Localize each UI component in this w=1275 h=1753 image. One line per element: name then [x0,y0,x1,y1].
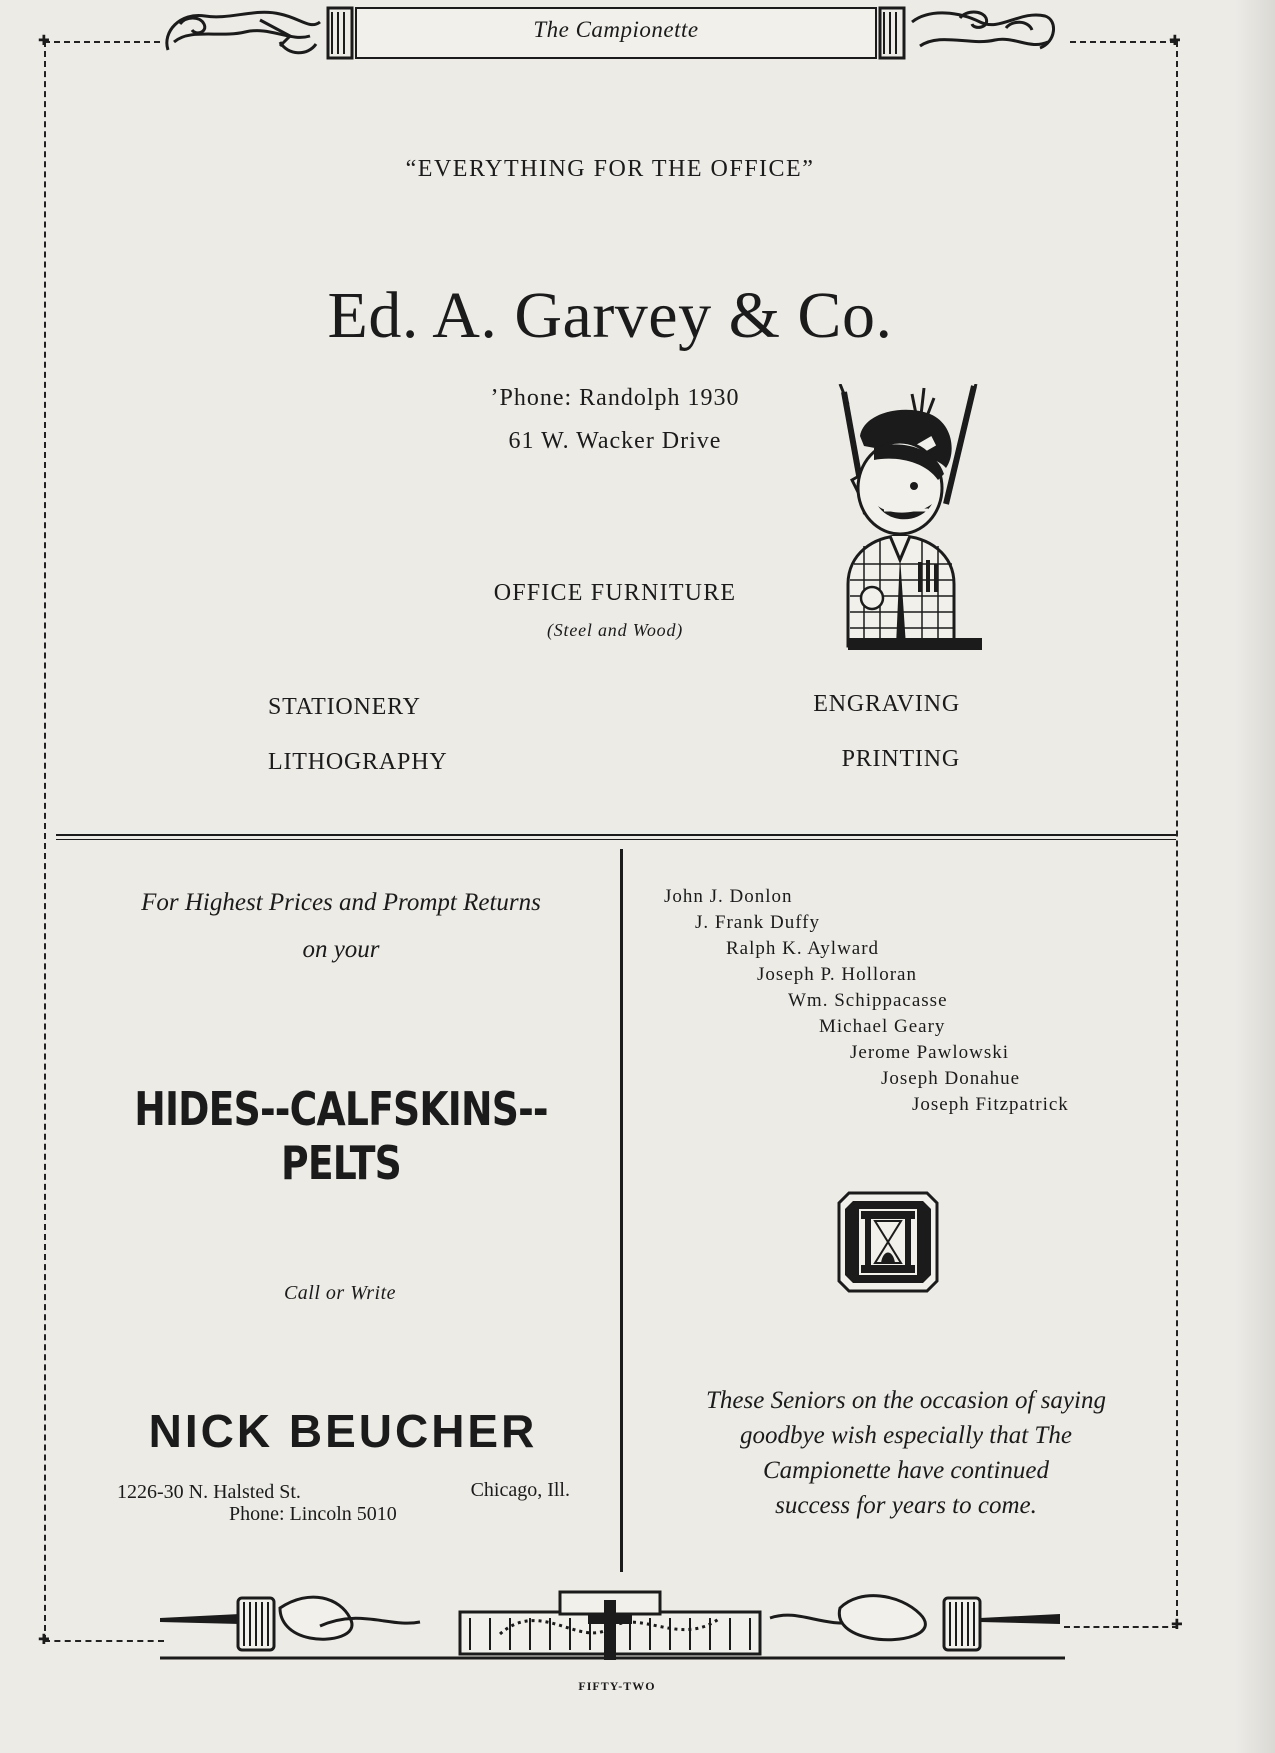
beucher-intro-line2: on your [302,936,380,963]
senior-name: John J. Donlon [664,886,793,907]
frame-left [44,41,46,1641]
senior-name: Joseph Fitzpatrick [912,1094,1069,1115]
corner-ornament: ✚ [38,1633,50,1648]
garvey-phone: ’Phone: Randolph 1930 [490,385,740,411]
senior-name: Michael Geary [819,1016,946,1037]
frame-bottom-left [44,1640,164,1642]
garvey-address: 61 W. Wacker Drive [508,428,722,454]
frame-top-left [44,41,160,43]
corner-ornament: ✚ [1169,34,1181,49]
senior-name: J. Frank Duffy [695,912,821,933]
section-divider-horizontal [56,834,1176,836]
section-divider-horizontal [56,839,1176,840]
garvey-furniture-heading: OFFICE FURNITURE [493,580,737,606]
frame-right [1176,41,1178,1626]
footer-ornament [160,1578,1070,1668]
hourglass-emblem-icon [837,1191,939,1293]
senior-name: Wm. Schippacasse [788,990,948,1011]
frame-top-right [1070,41,1176,43]
beucher-headline: HIDES--CALFSKINS--PELTS [134,1082,548,1190]
gavel-left-icon [238,1598,274,1650]
garvey-service-printing: PRINTING [841,746,960,772]
garvey-service-stationery: STATIONERY [268,694,421,720]
beucher-call-or-write: Call or Write [283,1282,397,1304]
senior-name: Joseph Donahue [881,1068,1021,1089]
seniors-message-line: success for years to come. [775,1492,1037,1519]
cartoon-student-illustration [834,384,990,654]
garvey-furniture-sub: (Steel and Wood) [546,620,684,640]
beucher-intro-line1: For Highest Prices and Prompt Returns [141,889,541,916]
beucher-city: Chicago, Ill. [470,1479,570,1501]
garvey-company-name: Ed. A. Garvey & Co. [327,279,893,352]
garvey-service-lithography: LITHOGRAPHY [268,749,448,775]
senior-name: Ralph K. Aylward [726,938,880,959]
frame-bottom-right [1064,1626,1178,1628]
garvey-slogan: “EVERYTHING FOR THE OFFICE” [405,156,815,182]
header-title: The Campionette [533,17,699,42]
corner-ornament: ✚ [1171,1618,1183,1633]
corner-ornament: ✚ [38,34,50,49]
section-divider-vertical [620,849,623,1572]
senior-name: Joseph P. Holloran [757,964,917,985]
beucher-address: 1226-30 N. Halsted St. [117,1481,301,1503]
seniors-message-line: Campionette have continued [762,1457,1050,1484]
right-scroll-ornament [880,8,1054,58]
left-scroll-ornament [167,8,352,58]
garvey-service-engraving: ENGRAVING [813,691,960,717]
senior-name: Jerome Pawlowski [850,1042,1010,1063]
gavel-right-icon [944,1598,980,1650]
beucher-name: NICK BEUCHER [148,1405,538,1457]
seniors-message-line: These Seniors on the occasion of saying [706,1387,1106,1414]
seniors-message-line: goodbye wish especially that The [740,1422,1072,1449]
beucher-phone: Phone: Lincoln 5010 [229,1503,397,1525]
page-edge-shadow [1235,0,1275,1753]
page-number: FIFTY-TWO [578,1679,656,1693]
